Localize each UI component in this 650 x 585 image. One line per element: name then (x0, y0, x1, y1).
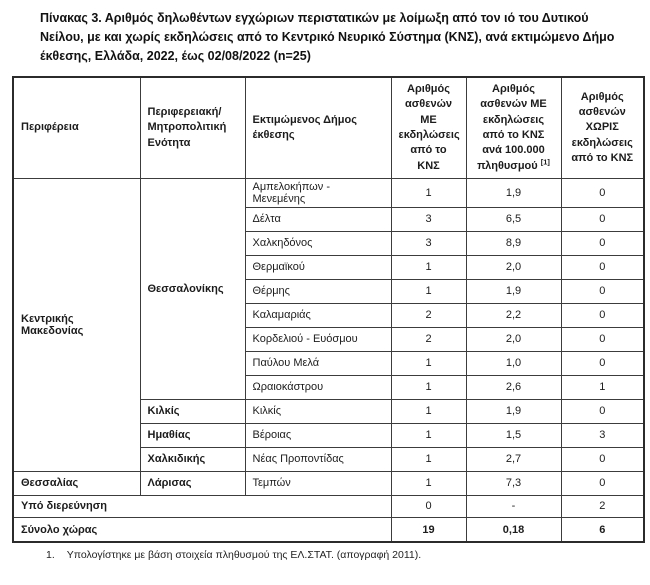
municipality-cell: Νέας Προποντίδας (245, 447, 391, 471)
municipality-cell: Παύλου Μελά (245, 351, 391, 375)
header-with-cns-per-100k (466, 77, 561, 178)
per-100k-value: 2,2 (466, 303, 561, 327)
municipality-cell: Θερμαϊκού (245, 255, 391, 279)
table-header (13, 77, 644, 178)
footnote-reference-1: [1] (540, 157, 550, 167)
without-cns-value: 2 (561, 495, 644, 517)
per-100k-total: 0,18 (466, 517, 561, 542)
wnv-cases-table (12, 76, 645, 543)
region-cell-central-macedonia: Κεντρικής Μακεδονίας (13, 178, 140, 471)
with-cns-value: 0 (391, 495, 466, 517)
header-region: Περιφέρεια (13, 77, 140, 178)
with-cns-value: 1 (391, 279, 466, 303)
municipality-cell: Τεμπών (245, 471, 391, 495)
with-cns-value: 3 (391, 231, 466, 255)
country-total-label: Σύνολο χώρας (13, 517, 391, 542)
without-cns-value: 0 (561, 327, 644, 351)
per-100k-value: 2,0 (466, 255, 561, 279)
header-regional-unit: Περιφερειακή/ Μητροπολιτική Ενότητα (140, 77, 245, 178)
with-cns-value: 1 (391, 255, 466, 279)
header-municipality: Εκτιμώμενος Δήμος έκθεσης (245, 77, 391, 178)
with-cns-value: 1 (391, 351, 466, 375)
without-cns-value: 1 (561, 375, 644, 399)
without-cns-value: 0 (561, 178, 644, 207)
municipality-cell: Αμπελοκήπων - Μενεμένης (245, 178, 391, 207)
without-cns-value: 0 (561, 231, 644, 255)
per-100k-value: 1,9 (466, 399, 561, 423)
without-cns-value: 0 (561, 399, 644, 423)
municipality-cell: Βέροιας (245, 423, 391, 447)
without-cns-value: 3 (561, 423, 644, 447)
per-100k-value: 1,0 (466, 351, 561, 375)
header-without-cns: Αριθμός ασθενών ΧΩΡΙΣ εκδηλώσεις από το ΚΝΣ (561, 77, 644, 178)
per-100k-value: 6,5 (466, 207, 561, 231)
with-cns-value: 2 (391, 327, 466, 351)
municipality-cell: Ωραιοκάστρου (245, 375, 391, 399)
table-row (13, 178, 644, 207)
without-cns-value: 0 (561, 447, 644, 471)
without-cns-total: 6 (561, 517, 644, 542)
unit-cell-chalkidiki: Χαλκιδικής (140, 447, 245, 471)
with-cns-value: 1 (391, 399, 466, 423)
per-100k-value: 1,9 (466, 279, 561, 303)
footnote-number: 1. (46, 549, 55, 562)
with-cns-value: 1 (391, 375, 466, 399)
unit-cell-kilkis: Κιλκίς (140, 399, 245, 423)
without-cns-value: 0 (561, 279, 644, 303)
per-100k-value: 7,3 (466, 471, 561, 495)
with-cns-value: 1 (391, 423, 466, 447)
per-100k-value: 1,5 (466, 423, 561, 447)
municipality-cell: Κιλκίς (245, 399, 391, 423)
table-body (13, 178, 644, 542)
per-100k-value: 2,6 (466, 375, 561, 399)
unit-cell-thessaloniki: Θεσσαλονίκης (140, 178, 245, 399)
without-cns-value: 0 (561, 255, 644, 279)
header-with-cns: Αριθμός ασθενών ΜΕ εκδηλώσεις από το ΚΝΣ (391, 77, 466, 178)
with-cns-value: 1 (391, 471, 466, 495)
without-cns-value: 0 (561, 471, 644, 495)
with-cns-total: 19 (391, 517, 466, 542)
unit-cell-imathia: Ημαθίας (140, 423, 245, 447)
under-investigation-row (13, 495, 644, 517)
unit-cell-larissa: Λάρισας (140, 471, 245, 495)
per-100k-value: 2,0 (466, 327, 561, 351)
without-cns-value: 0 (561, 207, 644, 231)
per-100k-value: 8,9 (466, 231, 561, 255)
per-100k-value: 2,7 (466, 447, 561, 471)
per-100k-value: - (466, 495, 561, 517)
municipality-cell: Κορδελιού - Ευόσμου (245, 327, 391, 351)
with-cns-value: 2 (391, 303, 466, 327)
table-title: Πίνακας 3. Αριθμός δηλωθέντων εγχώριων περιστατικών με λοίμωξη από τον ιό του Δυτικού Νείλου, με και χωρίς εκδηλώσεις από το Κεντρικό Νευρικό Σύστημα (ΚΝΣ), ανά εκτιμώμενο Δήμο έκθεσης, Ελλάδα, 2022, έως 02/08/2022 (n=25) (40, 11, 615, 63)
municipality-cell: Δέλτα (245, 207, 391, 231)
region-cell-thessaly: Θεσσαλίας (13, 471, 140, 495)
municipality-cell: Θέρμης (245, 279, 391, 303)
with-cns-value: 1 (391, 447, 466, 471)
header-with-cns-per-100k-text: Αριθμός ασθενών ΜΕ εκδηλώσεις από το ΚΝΣ ανά 100.000 πληθυσμού (477, 82, 547, 172)
footnote (0, 543, 650, 561)
without-cns-value: 0 (561, 303, 644, 327)
country-total-row (13, 517, 644, 542)
footnote-text: Υπολογίστηκε με βάση στοιχεία πληθυσμού της ΕΛ.ΣΤΑΤ. (απογραφή 2011). (66, 549, 422, 562)
with-cns-value: 1 (391, 178, 466, 207)
municipality-cell: Χαλκηδόνος (245, 231, 391, 255)
with-cns-value: 3 (391, 207, 466, 231)
without-cns-value: 0 (561, 351, 644, 375)
table-row (13, 471, 644, 495)
municipality-cell: Καλαμαριάς (245, 303, 391, 327)
under-investigation-label: Υπό διερεύνηση (13, 495, 391, 517)
per-100k-value: 1,9 (466, 178, 561, 207)
